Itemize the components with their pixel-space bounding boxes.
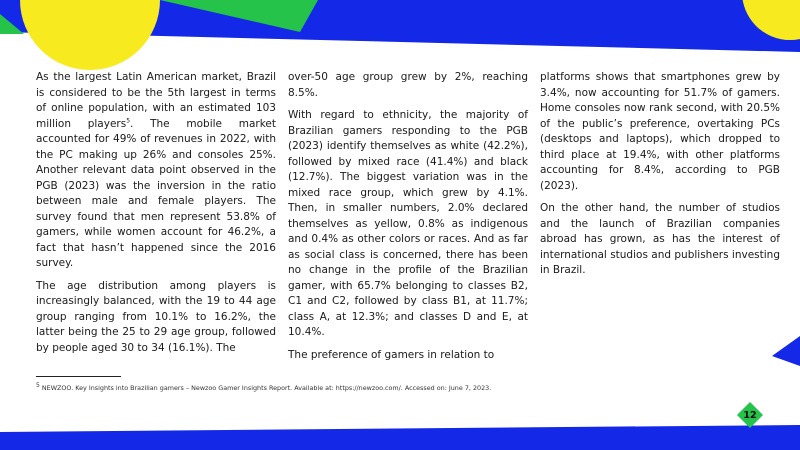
paragraph: On the other hand, the number of studios and the launch of Brazilian companies abroad has grown, as has the interest of international studios and publishers investing in Brazil. [540,202,780,276]
text-column-1 [36,70,276,360]
paragraph: With regard to ethnicity, the majority of Brazilian gamers responding to the PGB (2023) identify themselves as white (42.2%), followed by mixed race (41.4%) and black (12.7%). The biggest variation was in the mixed race group, which grew by 4.1%. Then, in smaller numbers, 2.0% declared themselves as yellow, 0.8% as indigenous and 0.4% as other colors or races. And as far as social class is concerned, there has been no change in the profile of the Brazilian gamer, with 65.7% belonging to classes B2, C1 and C2, followed by class B1, at 11.7%; class A, at 12.3%; and classes D and E, at 10.4%. [288,109,528,338]
footnote [36,381,736,393]
page-number-badge [737,402,763,428]
footnote-marker: 5 [36,381,40,389]
text-column-3 [540,70,780,360]
paragraph: platforms shows that smartphones grew by 3.4%, now accounting for 51.7% of gamers. Home consoles now rank second, with 20.5% of the public’s preference, overtaking PCs (desktops and laptops), which dropped to third place at 19.4%, with other platforms accounting for 8.4%, according to PGB (2023). [540,71,780,192]
footnote-text: NEWZOO. Key Insights into Brazilian gamers – Newzoo Gamer Insights Report. Available at: https://newzoo.com/. Accessed on: June 7, 2023. [41,384,492,392]
paragraph: The preference of gamers in relation to [288,348,495,361]
page-number: 12 [743,409,757,421]
paragraph-text: . The mobile market accounted for 49% of revenues in 2022, with the PC making up 26% and consoles 25%. Another relevant data point observed in the PGB (2023) was the inversion in the ratio between male and female players. The survey found that men represent 53.8% of gamers, while women account for 46.2%, a fact that hasn’t happened since the 2016 survey. [36,117,276,269]
text-column-2 [288,70,528,360]
footnote-reference: 5 [126,117,131,124]
paragraph [36,70,276,272]
paragraph: The age distribution among players is increasingly balanced, with the 19 to 44 age group ranging from 10.1% to 16.2%, the latter being the 25 to 29 age group, followed by people aged 30 to 34 (16.1%). The [36,279,276,354]
article-body [36,70,780,360]
bottom-blue-band [0,425,800,450]
footnote-divider [36,376,121,377]
paragraph: over-50 age group grew by 2%, reaching 8.5%. [288,71,528,99]
top-left-yellow-circle [20,0,160,70]
paragraph-text: As the largest Latin American market, Brazil is considered to be the 5th largest in terms of online population, with an estimated 103 million players [36,71,276,130]
